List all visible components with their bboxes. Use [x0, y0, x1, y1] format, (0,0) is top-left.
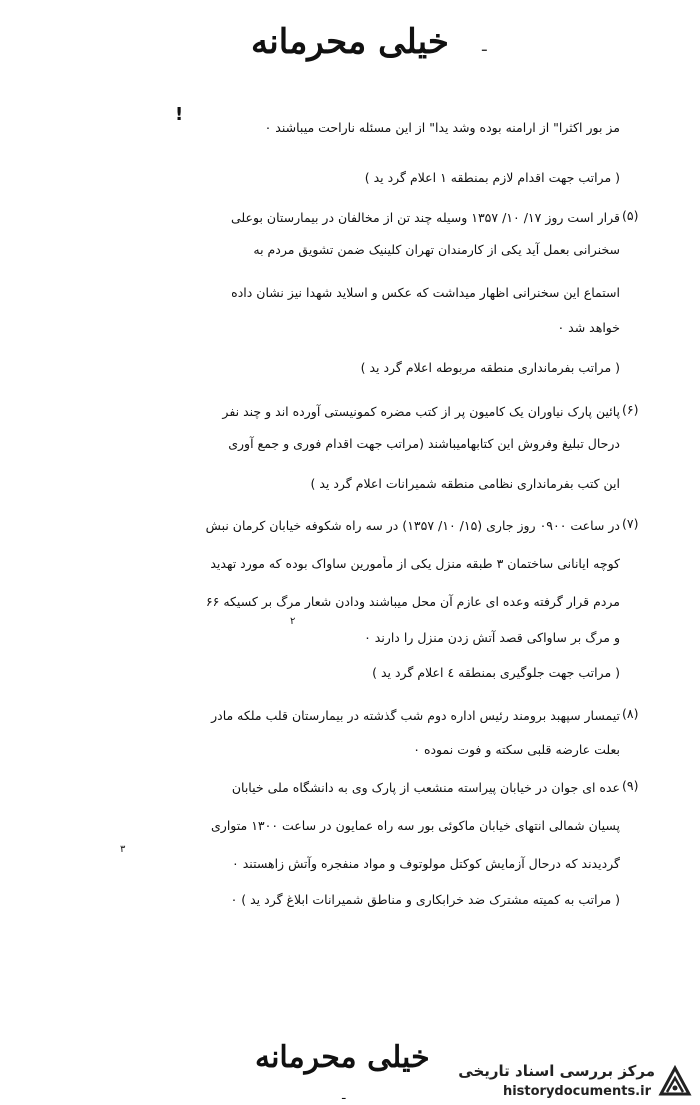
annotation-mark: !	[175, 104, 184, 125]
item-number: (۷)	[622, 516, 639, 531]
item-9-line-4: ( مراتب به کمیته مشترک ضد خرابکاری و مناطق شمیرانات ابلاغ گرد ید ) ۰	[230, 892, 620, 907]
item-7-line-1: در ساعت ۰۹۰۰ روز جاری (۱۵/ ۱۰/ ۱۳۵۷) در سه راه شکوفه خیابان کرمان نبش	[205, 518, 620, 533]
item-7-line-5: ( مراتب جهت جلوگیری بمنطقه ٤ اعلام گرد ید )	[372, 665, 620, 680]
item-7-line-3: مردم قرار گرفته وعده ای عازم آن محل میباشند ودادن شعار مرگ بر کسیکه ۶۶	[205, 594, 620, 609]
item-7-line-4: و مرگ بر ساواکی قصد آتش زدن منزل را دارند ۰	[364, 630, 620, 645]
archive-logo-icon	[657, 1064, 693, 1098]
item-5-line-5: ( مراتب بفرمانداری منطقه مربوطه اعلام گرد ید )	[360, 360, 620, 375]
item-5-line-1: قرار است روز ۱۷/ ۱۰/ ۱۳۵۷ وسیله چند تن از مخالفان در بیمارستان بوعلی	[230, 210, 620, 225]
item-7-line-2: کوچه ایانانی ساختمان ۳ طبقه منزل یکی از مأمورین ساواک بوده که مورد تهدید	[210, 556, 620, 571]
item-5-line-4: خواهد شد ۰	[557, 320, 620, 335]
item-number: (۶)	[622, 402, 639, 417]
item-6-line-2: درحال تبلیغ وفروش این کتابهامیباشند (مراتب جهت اقدام فوری و جمع آوری	[228, 436, 620, 451]
item-number: (۵)	[622, 208, 639, 223]
watermark-title: مرکز بررسی اسناد تاریخی	[458, 1062, 655, 1080]
intro-line-2: ( مراتب جهت اقدام لازم بمنطقه ۱ اعلام گرد ید )	[364, 170, 620, 185]
classification-stamp-bottom: خیلی محرمانه	[255, 1040, 430, 1075]
footnote-mark: ۲	[290, 616, 296, 627]
item-5-line-2: سخنرانی بعمل آید یکی از کارمندان تهران کلینیک ضمن تشویق مردم به	[253, 242, 620, 257]
classification-stamp-top: خیلی محرمانه	[251, 22, 449, 62]
item-9-line-2: پسیان شمالی انتهای خیابان ماکوئی بور سه راه عمایون در ساعت ۱۳۰۰ متواری	[211, 818, 620, 833]
footer-mark: ـ	[342, 1088, 346, 1102]
watermark-url: historydocuments.ir	[502, 1084, 651, 1099]
item-6-line-1: پائین پارک نیاوران یک کامیون پر از کتب مضره کمونیستی آورده اند و چند نفر	[222, 404, 620, 419]
item-number: (۹)	[622, 778, 639, 793]
margin-mark: ـ	[482, 36, 487, 55]
item-8-line-2: بعلت عارضه قلبی سکته و فوت نموده ۰	[413, 742, 620, 757]
footnote-mark: ۳	[120, 844, 126, 855]
item-9-line-3: گردیدند که درحال آزمایش کوکتل مولوتوف و مواد منفجره وآتش زاهستند ۰	[232, 856, 620, 871]
watermark	[458, 1060, 695, 1102]
item-9-line-1: عده ای جوان در خیابان پیراسته منشعب از پارک وی به دانشگاه ملی خیابان	[231, 780, 620, 795]
item-number: (۸)	[622, 706, 639, 721]
item-6-line-3: این کتب بفرمانداری نظامی منطقه شمیرانات اعلام گرد ید )	[310, 476, 620, 491]
item-8-line-1: تیمسار سپهبد برومند رئیس اداره دوم شب گذشته در بیمارستان قلب ملکه مادر	[211, 708, 620, 723]
intro-line-1: مز بور اکثرا" از ارامنه بوده وشد یدا" از این مسئله ناراحت میباشند ۰	[264, 120, 620, 135]
item-5-line-3: استماع این سخنرانی اظهار میداشت که عکس و اسلاید شهدا نیز نشان داده	[231, 285, 620, 300]
